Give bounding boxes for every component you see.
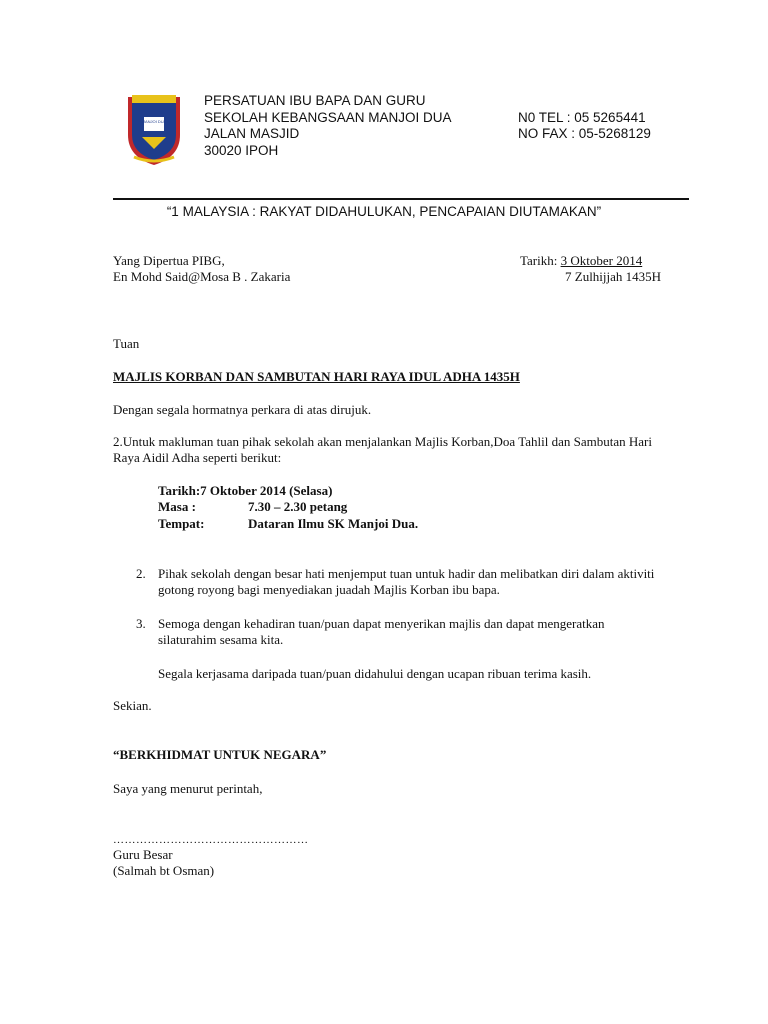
paragraph-2-line-1: 2.Untuk makluman tuan pihak sekolah akan menjalankan Majlis Korban,Doa Tahlil dan Sambutan Hari bbox=[113, 434, 652, 449]
event-time-label: Masa : bbox=[158, 499, 196, 514]
thanks-paragraph: Segala kerjasama daripada tuan/puan didahului dengan ucapan ribuan terima kasih. bbox=[158, 666, 592, 681]
date-value: 3 Oktober 2014 bbox=[560, 253, 643, 268]
header-divider bbox=[113, 198, 689, 200]
sekian: Sekian. bbox=[113, 698, 152, 713]
item-3-line-1: Semoga dengan kehadiran tuan/puan dapat menyerikan majlis dan dapat mengeratkan bbox=[158, 616, 605, 631]
event-venue-label: Tempat: bbox=[158, 516, 205, 531]
telephone-number: N0 TEL : 05 5265441 bbox=[518, 110, 646, 125]
org-name: PERSATUAN IBU BAPA DAN GURU bbox=[204, 93, 426, 108]
item-2-line-2: gotong royong bagi menyediakan juadah Majlis Korban ibu bapa. bbox=[158, 582, 500, 597]
paragraph-2-line-2: Raya Aidil Adha seperti berikut: bbox=[113, 450, 282, 465]
motto: “1 MALAYSIA : RAKYAT DIDAHULUKAN, PENCAPAIAN DIUTAMAKAN” bbox=[166, 204, 602, 219]
paragraph-intro: Dengan segala hormatnya perkara di atas dirujuk. bbox=[113, 402, 372, 417]
street-address: JALAN MASJID bbox=[204, 126, 300, 141]
city-address: 30020 IPOH bbox=[204, 143, 279, 158]
salutation: Tuan bbox=[113, 336, 140, 351]
event-date: Tarikh:7 Oktober 2014 (Selasa) bbox=[158, 483, 333, 498]
item-3-line-2: silaturahim sesama kita. bbox=[158, 632, 284, 647]
event-time-value: 7.30 – 2.30 petang bbox=[248, 499, 348, 514]
fax-number: NO FAX : 05-5268129 bbox=[518, 126, 651, 141]
recipient-name: En Mohd Said@Mosa B . Zakaria bbox=[113, 269, 291, 284]
event-venue-value: Dataran Ilmu SK Manjoi Dua. bbox=[248, 516, 419, 531]
hijri-date: 7 Zulhijjah 1435H bbox=[565, 269, 662, 284]
date-line bbox=[520, 253, 642, 269]
recipient-title: Yang Dipertua PIBG, bbox=[113, 253, 225, 268]
subject-heading: MAJLIS KORBAN DAN SAMBUTAN HARI RAYA IDUL ADHA 1435H bbox=[113, 369, 520, 384]
signatory-title: Guru Besar bbox=[113, 847, 173, 862]
item-3-number: 3. bbox=[136, 616, 146, 631]
signature-dots: …………………………………………… bbox=[113, 834, 309, 846]
item-2-number: 2. bbox=[136, 566, 146, 581]
school-crest-logo bbox=[122, 91, 186, 167]
signatory-name: (Salmah bt Osman) bbox=[113, 863, 215, 878]
slogan: “BERKHIDMAT UNTUK NEGARA” bbox=[113, 747, 327, 762]
logo-text: MANJOI DUA bbox=[141, 119, 167, 124]
item-2-line-1: Pihak sekolah dengan besar hati menjemput tuan untuk hadir dan melibatkan diri dalam aktiviti bbox=[158, 566, 655, 581]
school-name: SEKOLAH KEBANGSAAN MANJOI DUA bbox=[204, 110, 452, 125]
closing-line: Saya yang menurut perintah, bbox=[113, 781, 263, 796]
date-label: Tarikh: bbox=[520, 253, 561, 268]
